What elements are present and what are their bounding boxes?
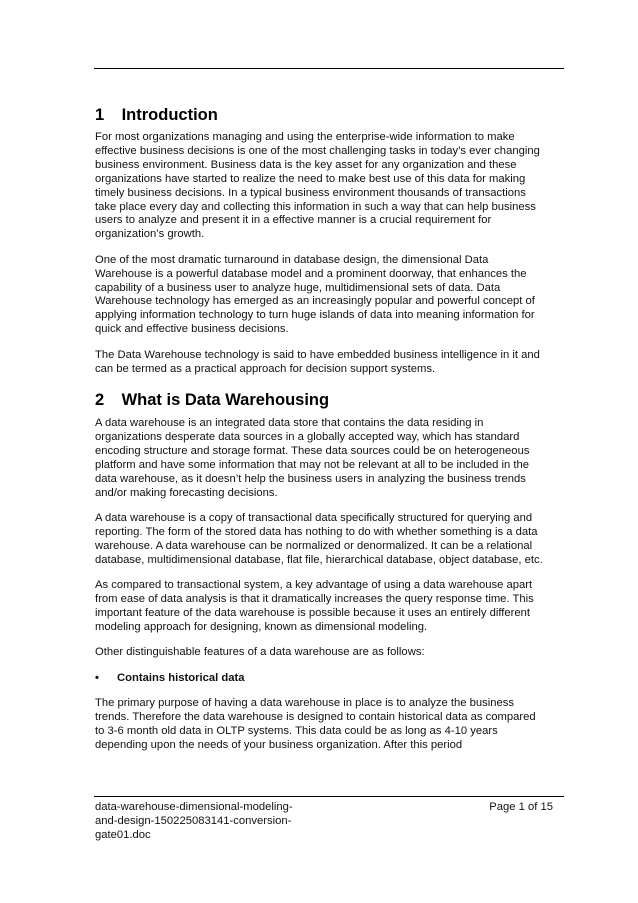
section-2-paragraph: As compared to transactional system, a key advantage of using a data warehouse apart from ease of data analysis is that it dramatically increases the query response time. This important feature of the data warehouse is possible because it uses an entirely different modeling approach for designing, known as dimensional modeling. <box>95 579 534 633</box>
section-2-number: 2 <box>95 391 105 409</box>
section-2-paragraph: Other distinguishable features of a data warehouse are as follows: <box>95 646 425 659</box>
header-rule <box>94 68 564 69</box>
footer-filename: data-warehouse-dimensional-modeling-and-design-150225083141-conversion-gate01.doc <box>95 801 293 842</box>
section-1-number: 1 <box>95 106 105 124</box>
bullet-icon: • <box>95 671 99 684</box>
section-2-paragraph: The primary purpose of having a data warehouse in place is to analyze the business trends. Therefore the data warehouse is designed to contain historical data as compared to 3-6 month old data in OLTP systems. This data could be as long as 4-10 years depending upon the needs of your business organization. After this period <box>95 697 536 751</box>
section-1-paragraph: The Data Warehouse technology is said to have embedded business intelligence in it and can be termed as a practical approach for decision support systems. <box>95 348 540 375</box>
section-1-title: Introduction <box>121 106 218 124</box>
footer-page-number: Page 1 of 15 <box>489 801 553 813</box>
bullet-text: Contains historical data <box>117 671 245 684</box>
section-1-heading <box>95 103 547 127</box>
section-2-paragraph: A data warehouse is an integrated data store that contains the data residing in organizations desperate data sources in a globally accepted way, which has standard encoding structure and storage format. These data sources could be on heterogeneous platform and have some information that may not be relevant at all to be included in the data warehouse, as it doesn’t help the business users in analyzing the business trends and/or making forecasting decisions. <box>95 417 530 499</box>
page-body <box>95 103 547 764</box>
section-1-paragraph: One of the most dramatic turnaround in database design, the dimensional Data Warehouse is a powerful database model and a prominent doorway, that enhances the capability of a business user to analyze huge, multidimensional sets of data. Data Warehouse technology has emerged as an increasingly popular and powerful concept of applying information technology to turn huge islands of data into meaning information for quick and effective business decisions. <box>95 253 535 336</box>
section-1-paragraph: For most organizations managing and using the enterprise-wide information to make effective business decisions is one of the most challenging tasks in today’s ever changing business environment. Business data is the key asset for any organization and these organizations have started to realize the need to make best use of this data for making timely business decisions. In a typical business environment thousands of transactions take place every day and collecting this information in such a way that can help business users to analyze and present it in a effective manner is a crucial requirement for organization’s growth. <box>95 131 540 241</box>
footer-rule <box>94 796 564 797</box>
bullet-item <box>95 672 547 686</box>
section-2-title: What is Data Warehousing <box>121 391 330 409</box>
section-2-heading <box>95 388 547 412</box>
section-2-paragraph: A data warehouse is a copy of transactional data specifically structured for querying and reporting. The form of the stored data has nothing to do with whether something is a data warehouse. A data warehouse can be normalized or denormalized. It can be a relational database, multidimensional database, flat file, hierarchical database, object database, etc. <box>95 511 543 566</box>
